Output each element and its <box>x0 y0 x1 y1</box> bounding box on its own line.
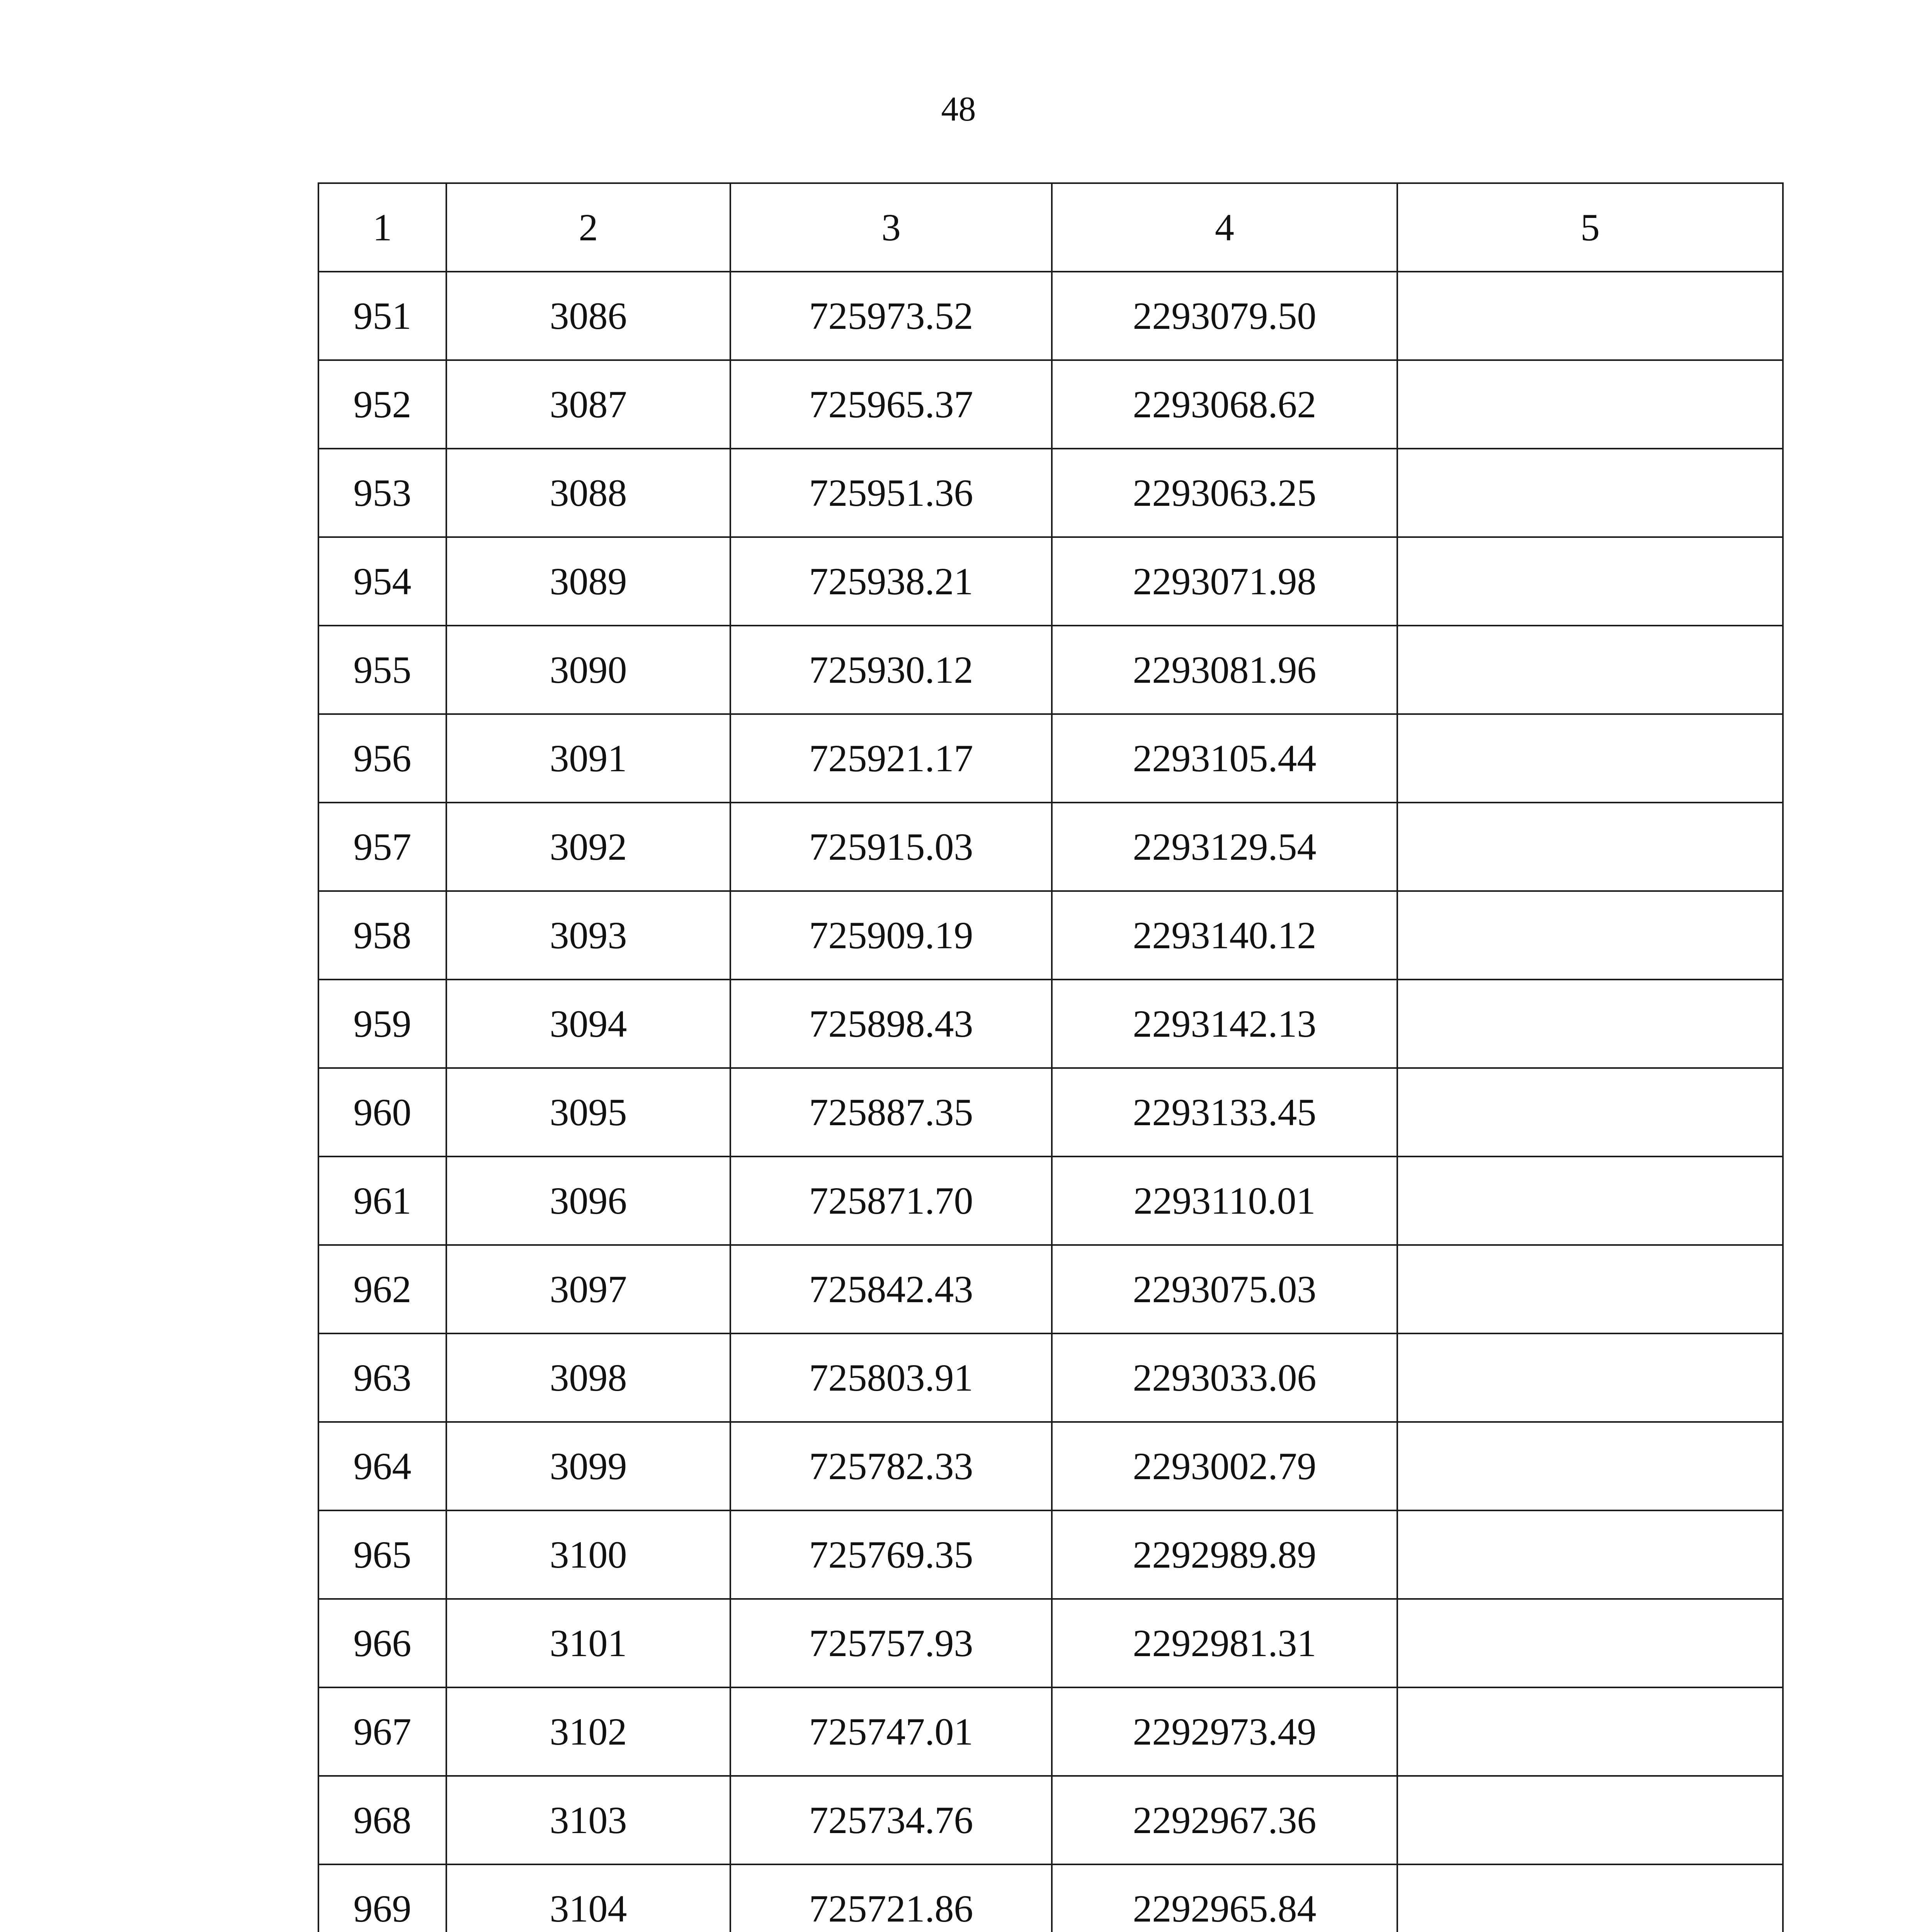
y-coordinate-cell: 2293002.79 <box>1052 1422 1397 1510</box>
note-cell <box>1397 1422 1783 1510</box>
point-number-cell: 3101 <box>446 1599 730 1687</box>
point-number-cell: 3093 <box>446 891 730 980</box>
row-number-cell: 957 <box>318 803 446 891</box>
note-cell <box>1397 891 1783 980</box>
y-coordinate-cell: 2292981.31 <box>1052 1599 1397 1687</box>
table-row <box>318 1068 1783 1156</box>
point-number-cell: 3088 <box>446 449 730 537</box>
row-number-cell: 960 <box>318 1068 446 1156</box>
y-coordinate-cell: 2293133.45 <box>1052 1068 1397 1156</box>
table-row <box>318 714 1783 803</box>
x-coordinate-cell: 725938.21 <box>730 537 1052 626</box>
table-header-row <box>318 183 1783 272</box>
column-header: 1 <box>318 183 446 272</box>
note-cell <box>1397 1864 1783 1932</box>
note-cell <box>1397 1245 1783 1333</box>
note-cell <box>1397 1510 1783 1599</box>
x-coordinate-cell: 725887.35 <box>730 1068 1052 1156</box>
x-coordinate-cell: 725769.35 <box>730 1510 1052 1599</box>
point-number-cell: 3089 <box>446 537 730 626</box>
y-coordinate-cell: 2293105.44 <box>1052 714 1397 803</box>
point-number-cell: 3103 <box>446 1776 730 1864</box>
table-row <box>318 1776 1783 1864</box>
y-coordinate-cell: 2293075.03 <box>1052 1245 1397 1333</box>
note-cell <box>1397 272 1783 360</box>
x-coordinate-cell: 725930.12 <box>730 626 1052 714</box>
row-number-cell: 961 <box>318 1156 446 1245</box>
point-number-cell: 3095 <box>446 1068 730 1156</box>
table-row <box>318 626 1783 714</box>
table-row <box>318 360 1783 449</box>
x-coordinate-cell: 725747.01 <box>730 1687 1052 1776</box>
note-cell <box>1397 360 1783 449</box>
y-coordinate-cell: 2292965.84 <box>1052 1864 1397 1932</box>
y-coordinate-cell: 2292973.49 <box>1052 1687 1397 1776</box>
x-coordinate-cell: 725871.70 <box>730 1156 1052 1245</box>
x-coordinate-cell: 725803.91 <box>730 1333 1052 1422</box>
table-row <box>318 537 1783 626</box>
page-number: 48 <box>941 90 976 128</box>
table-row <box>318 1333 1783 1422</box>
row-number-cell: 954 <box>318 537 446 626</box>
note-cell <box>1397 537 1783 626</box>
point-number-cell: 3091 <box>446 714 730 803</box>
point-number-cell: 3104 <box>446 1864 730 1932</box>
y-coordinate-cell: 2293129.54 <box>1052 803 1397 891</box>
note-cell <box>1397 803 1783 891</box>
row-number-cell: 967 <box>318 1687 446 1776</box>
x-coordinate-cell: 725898.43 <box>730 980 1052 1068</box>
point-number-cell: 3098 <box>446 1333 730 1422</box>
row-number-cell: 966 <box>318 1599 446 1687</box>
x-coordinate-cell: 725721.86 <box>730 1864 1052 1932</box>
point-number-cell: 3099 <box>446 1422 730 1510</box>
x-coordinate-cell: 725782.33 <box>730 1422 1052 1510</box>
point-number-cell: 3102 <box>446 1687 730 1776</box>
table-row <box>318 272 1783 360</box>
x-coordinate-cell: 725842.43 <box>730 1245 1052 1333</box>
note-cell <box>1397 1068 1783 1156</box>
row-number-cell: 952 <box>318 360 446 449</box>
table-body <box>318 183 1783 1932</box>
row-number-cell: 955 <box>318 626 446 714</box>
row-number-cell: 956 <box>318 714 446 803</box>
table-row <box>318 1422 1783 1510</box>
y-coordinate-cell: 2293081.96 <box>1052 626 1397 714</box>
x-coordinate-cell: 725915.03 <box>730 803 1052 891</box>
y-coordinate-cell: 2292989.89 <box>1052 1510 1397 1599</box>
note-cell <box>1397 1599 1783 1687</box>
table-row <box>318 1687 1783 1776</box>
note-cell <box>1397 1776 1783 1864</box>
column-header: 5 <box>1397 183 1783 272</box>
row-number-cell: 958 <box>318 891 446 980</box>
column-header: 2 <box>446 183 730 272</box>
note-cell <box>1397 980 1783 1068</box>
row-number-cell: 963 <box>318 1333 446 1422</box>
table-row <box>318 449 1783 537</box>
y-coordinate-cell: 2292967.36 <box>1052 1776 1397 1864</box>
table-row <box>318 1245 1783 1333</box>
point-number-cell: 3087 <box>446 360 730 449</box>
row-number-cell: 964 <box>318 1422 446 1510</box>
y-coordinate-cell: 2293071.98 <box>1052 537 1397 626</box>
y-coordinate-cell: 2293142.13 <box>1052 980 1397 1068</box>
note-cell <box>1397 1156 1783 1245</box>
x-coordinate-cell: 725909.19 <box>730 891 1052 980</box>
table-row <box>318 1599 1783 1687</box>
column-header: 3 <box>730 183 1052 272</box>
row-number-cell: 951 <box>318 272 446 360</box>
row-number-cell: 968 <box>318 1776 446 1864</box>
note-cell <box>1397 1333 1783 1422</box>
x-coordinate-cell: 725951.36 <box>730 449 1052 537</box>
y-coordinate-cell: 2293110.01 <box>1052 1156 1397 1245</box>
x-coordinate-cell: 725757.93 <box>730 1599 1052 1687</box>
point-number-cell: 3097 <box>446 1245 730 1333</box>
note-cell <box>1397 1687 1783 1776</box>
x-coordinate-cell: 725973.52 <box>730 272 1052 360</box>
x-coordinate-cell: 725965.37 <box>730 360 1052 449</box>
x-coordinate-cell: 725734.76 <box>730 1776 1052 1864</box>
note-cell <box>1397 714 1783 803</box>
note-cell <box>1397 449 1783 537</box>
y-coordinate-cell: 2293063.25 <box>1052 449 1397 537</box>
row-number-cell: 969 <box>318 1864 446 1932</box>
point-number-cell: 3100 <box>446 1510 730 1599</box>
note-cell <box>1397 626 1783 714</box>
coordinates-table <box>318 182 1784 1932</box>
table-row <box>318 980 1783 1068</box>
row-number-cell: 959 <box>318 980 446 1068</box>
y-coordinate-cell: 2293033.06 <box>1052 1333 1397 1422</box>
y-coordinate-cell: 2293079.50 <box>1052 272 1397 360</box>
point-number-cell: 3090 <box>446 626 730 714</box>
table-row <box>318 1156 1783 1245</box>
y-coordinate-cell: 2293068.62 <box>1052 360 1397 449</box>
table-row <box>318 1510 1783 1599</box>
row-number-cell: 965 <box>318 1510 446 1599</box>
table-row <box>318 1864 1783 1932</box>
table-row <box>318 803 1783 891</box>
row-number-cell: 962 <box>318 1245 446 1333</box>
table-row <box>318 891 1783 980</box>
y-coordinate-cell: 2293140.12 <box>1052 891 1397 980</box>
point-number-cell: 3094 <box>446 980 730 1068</box>
point-number-cell: 3086 <box>446 272 730 360</box>
row-number-cell: 953 <box>318 449 446 537</box>
point-number-cell: 3092 <box>446 803 730 891</box>
x-coordinate-cell: 725921.17 <box>730 714 1052 803</box>
point-number-cell: 3096 <box>446 1156 730 1245</box>
column-header: 4 <box>1052 183 1397 272</box>
